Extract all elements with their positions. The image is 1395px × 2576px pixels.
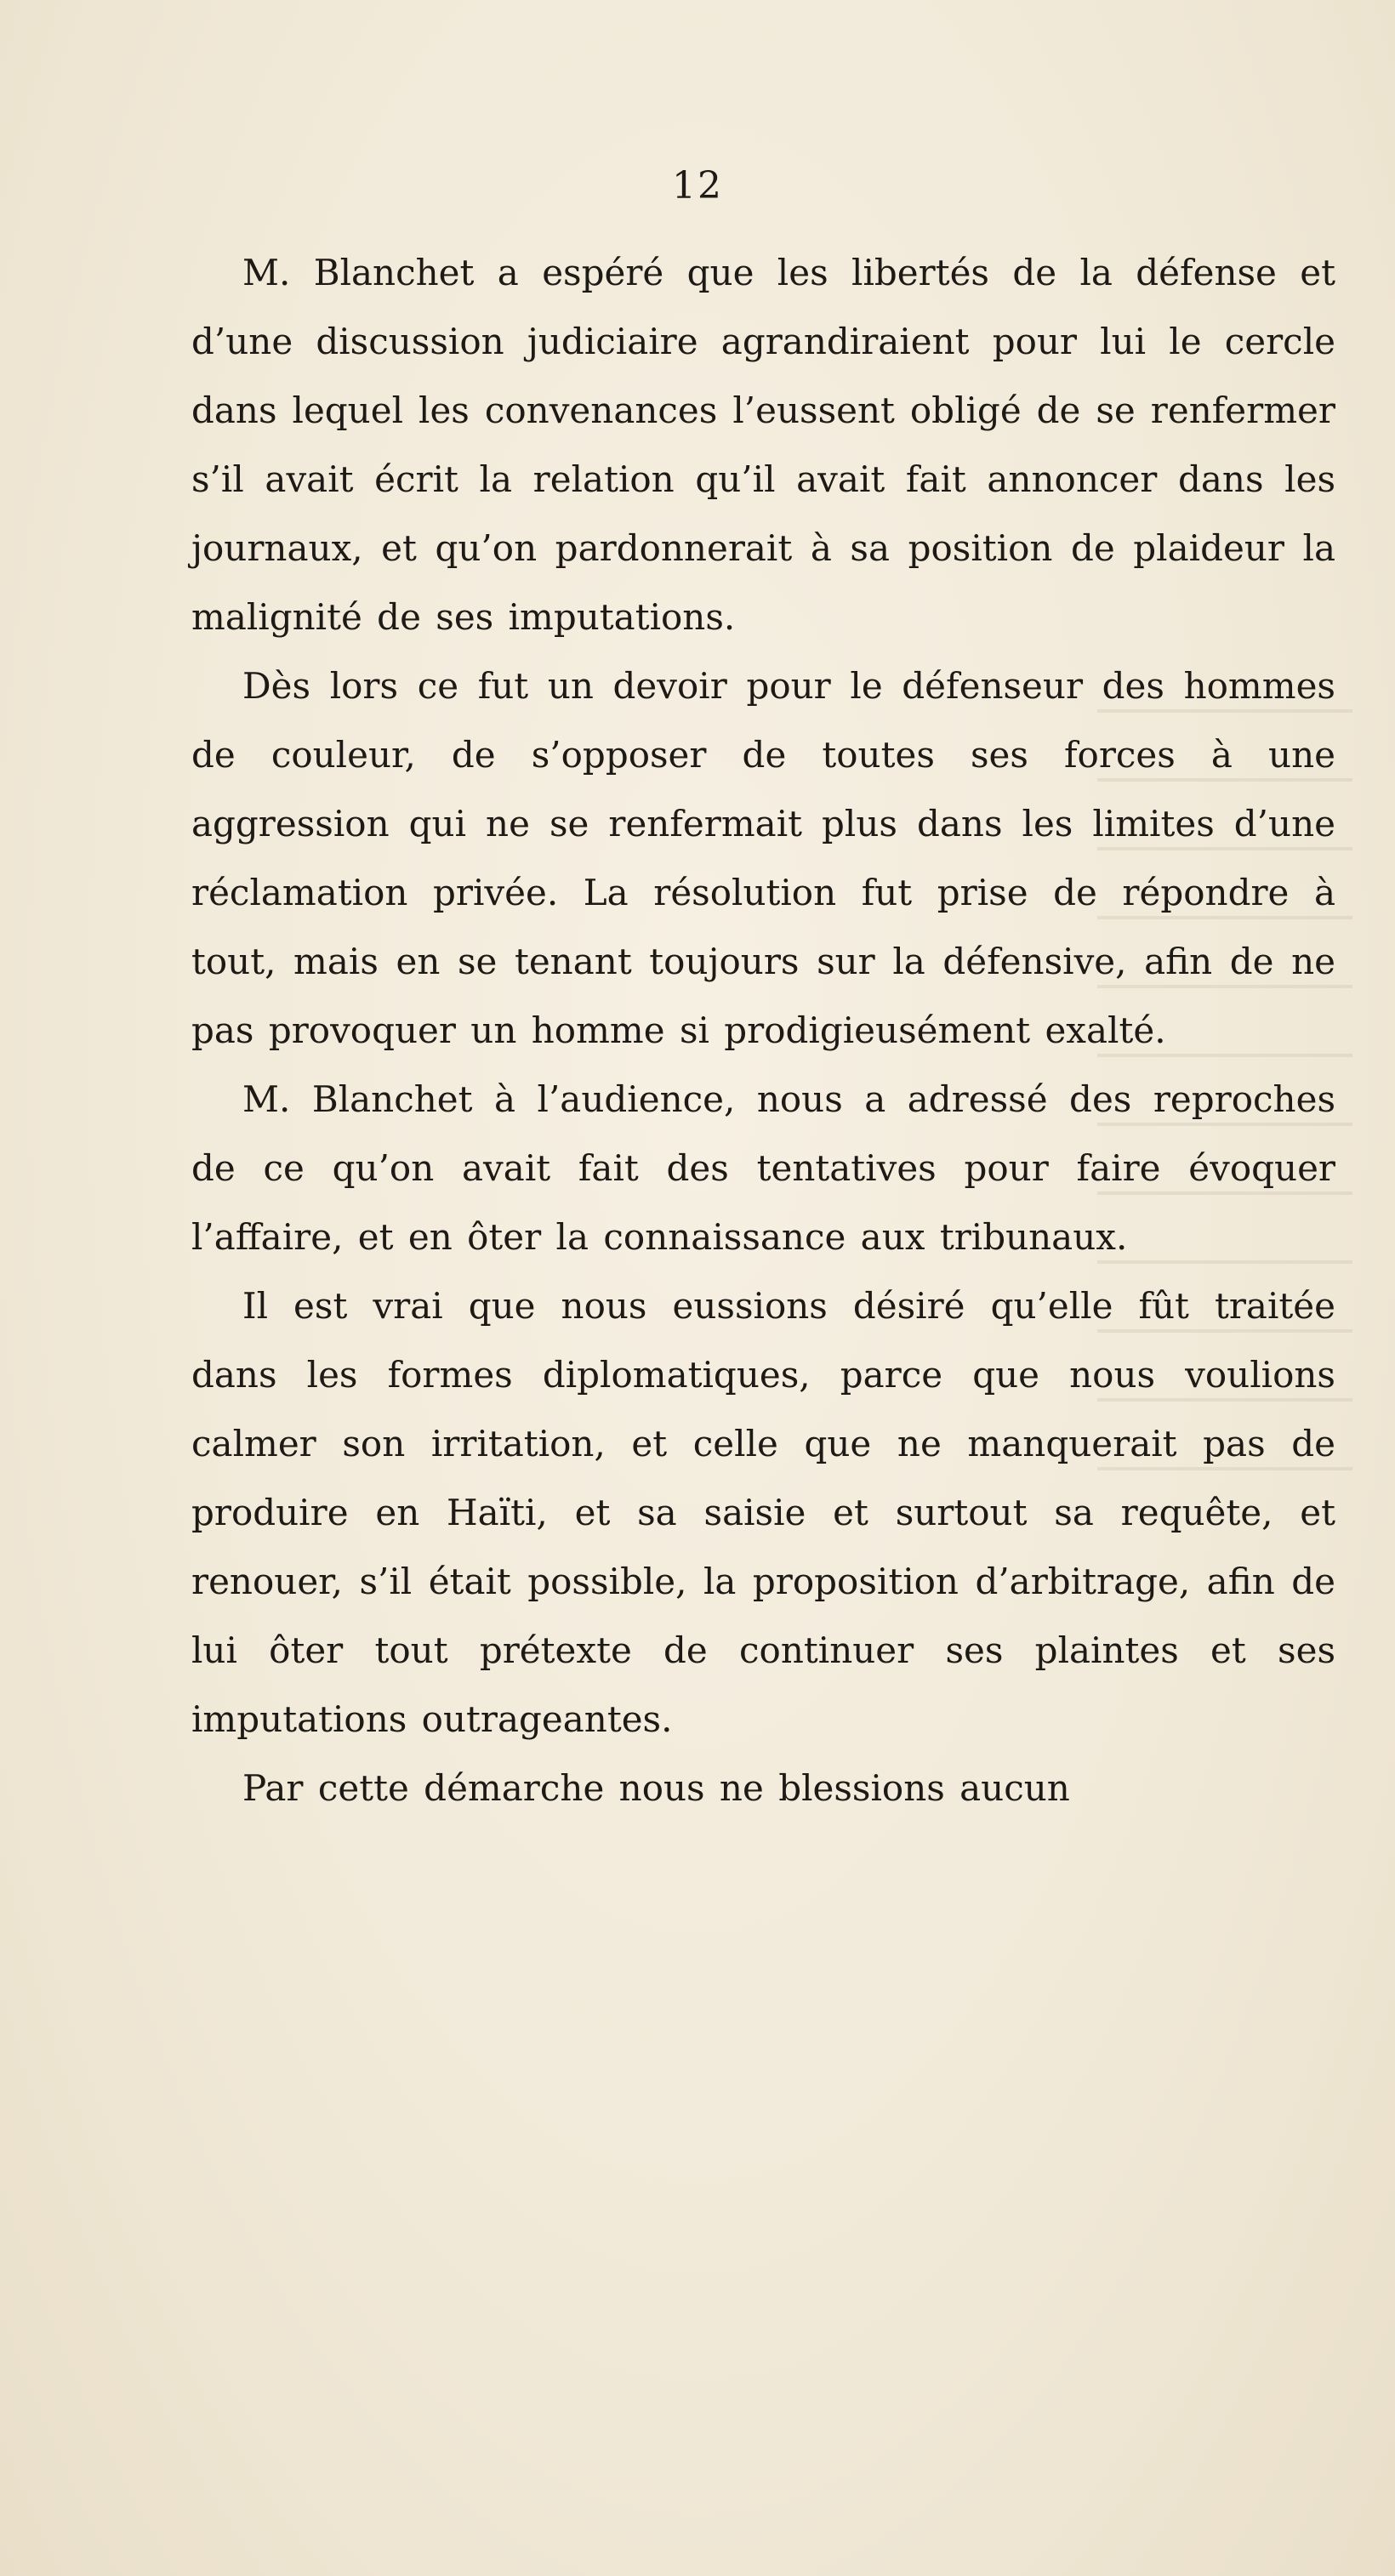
body-text: [191, 238, 1335, 1823]
paragraph-1: M. Blanchet a espéré que les libertés de la défense et d’une discussion judiciaire agrandiraient pour lui le cercle dans lequel les convenances l’eussent obligé de se renfermer s’il avait écrit la relation qu’il avait fait annoncer dans les journaux, et qu’on pardonnerait à sa position de plaideur la malignité de ses imputations.: [191, 252, 1335, 638]
paragraph-3: M. Blanchet à l’audience, nous a adressé des reproches de ce qu’on avait fait des tentatives pour faire évoquer l’affaire, et en ôter la connaissance aux tribunaux.: [191, 1078, 1335, 1258]
paragraph-5: Par cette démarche nous ne blessions aucun: [242, 1767, 1070, 1809]
paragraph-2: Dès lors ce fut un devoir pour le défenseur des hommes de couleur, de s’opposer de toutes ses forces à une aggression qui ne se renfermait plus dans les limites d’une réclamation privée. La résolution fut prise de répondre à tout, mais en se tenant toujours sur la défensive, afin de ne pas provoquer un homme si prodigieusément exalté.: [191, 665, 1335, 1051]
paragraph-4: Il est vrai que nous eussions désiré qu’elle fût traitée dans les formes diplomatiques, parce que nous voulions calmer son irritation, et celle que ne manquerait pas de produire en Haïti, et sa saisie et surtout sa requête, et renouer, s’il était possible, la proposition d’arbitrage, afin de lui ôter tout prétexte de continuer ses plaintes et ses imputations outrageantes.: [191, 1285, 1335, 1740]
page-number: 12: [672, 164, 723, 208]
